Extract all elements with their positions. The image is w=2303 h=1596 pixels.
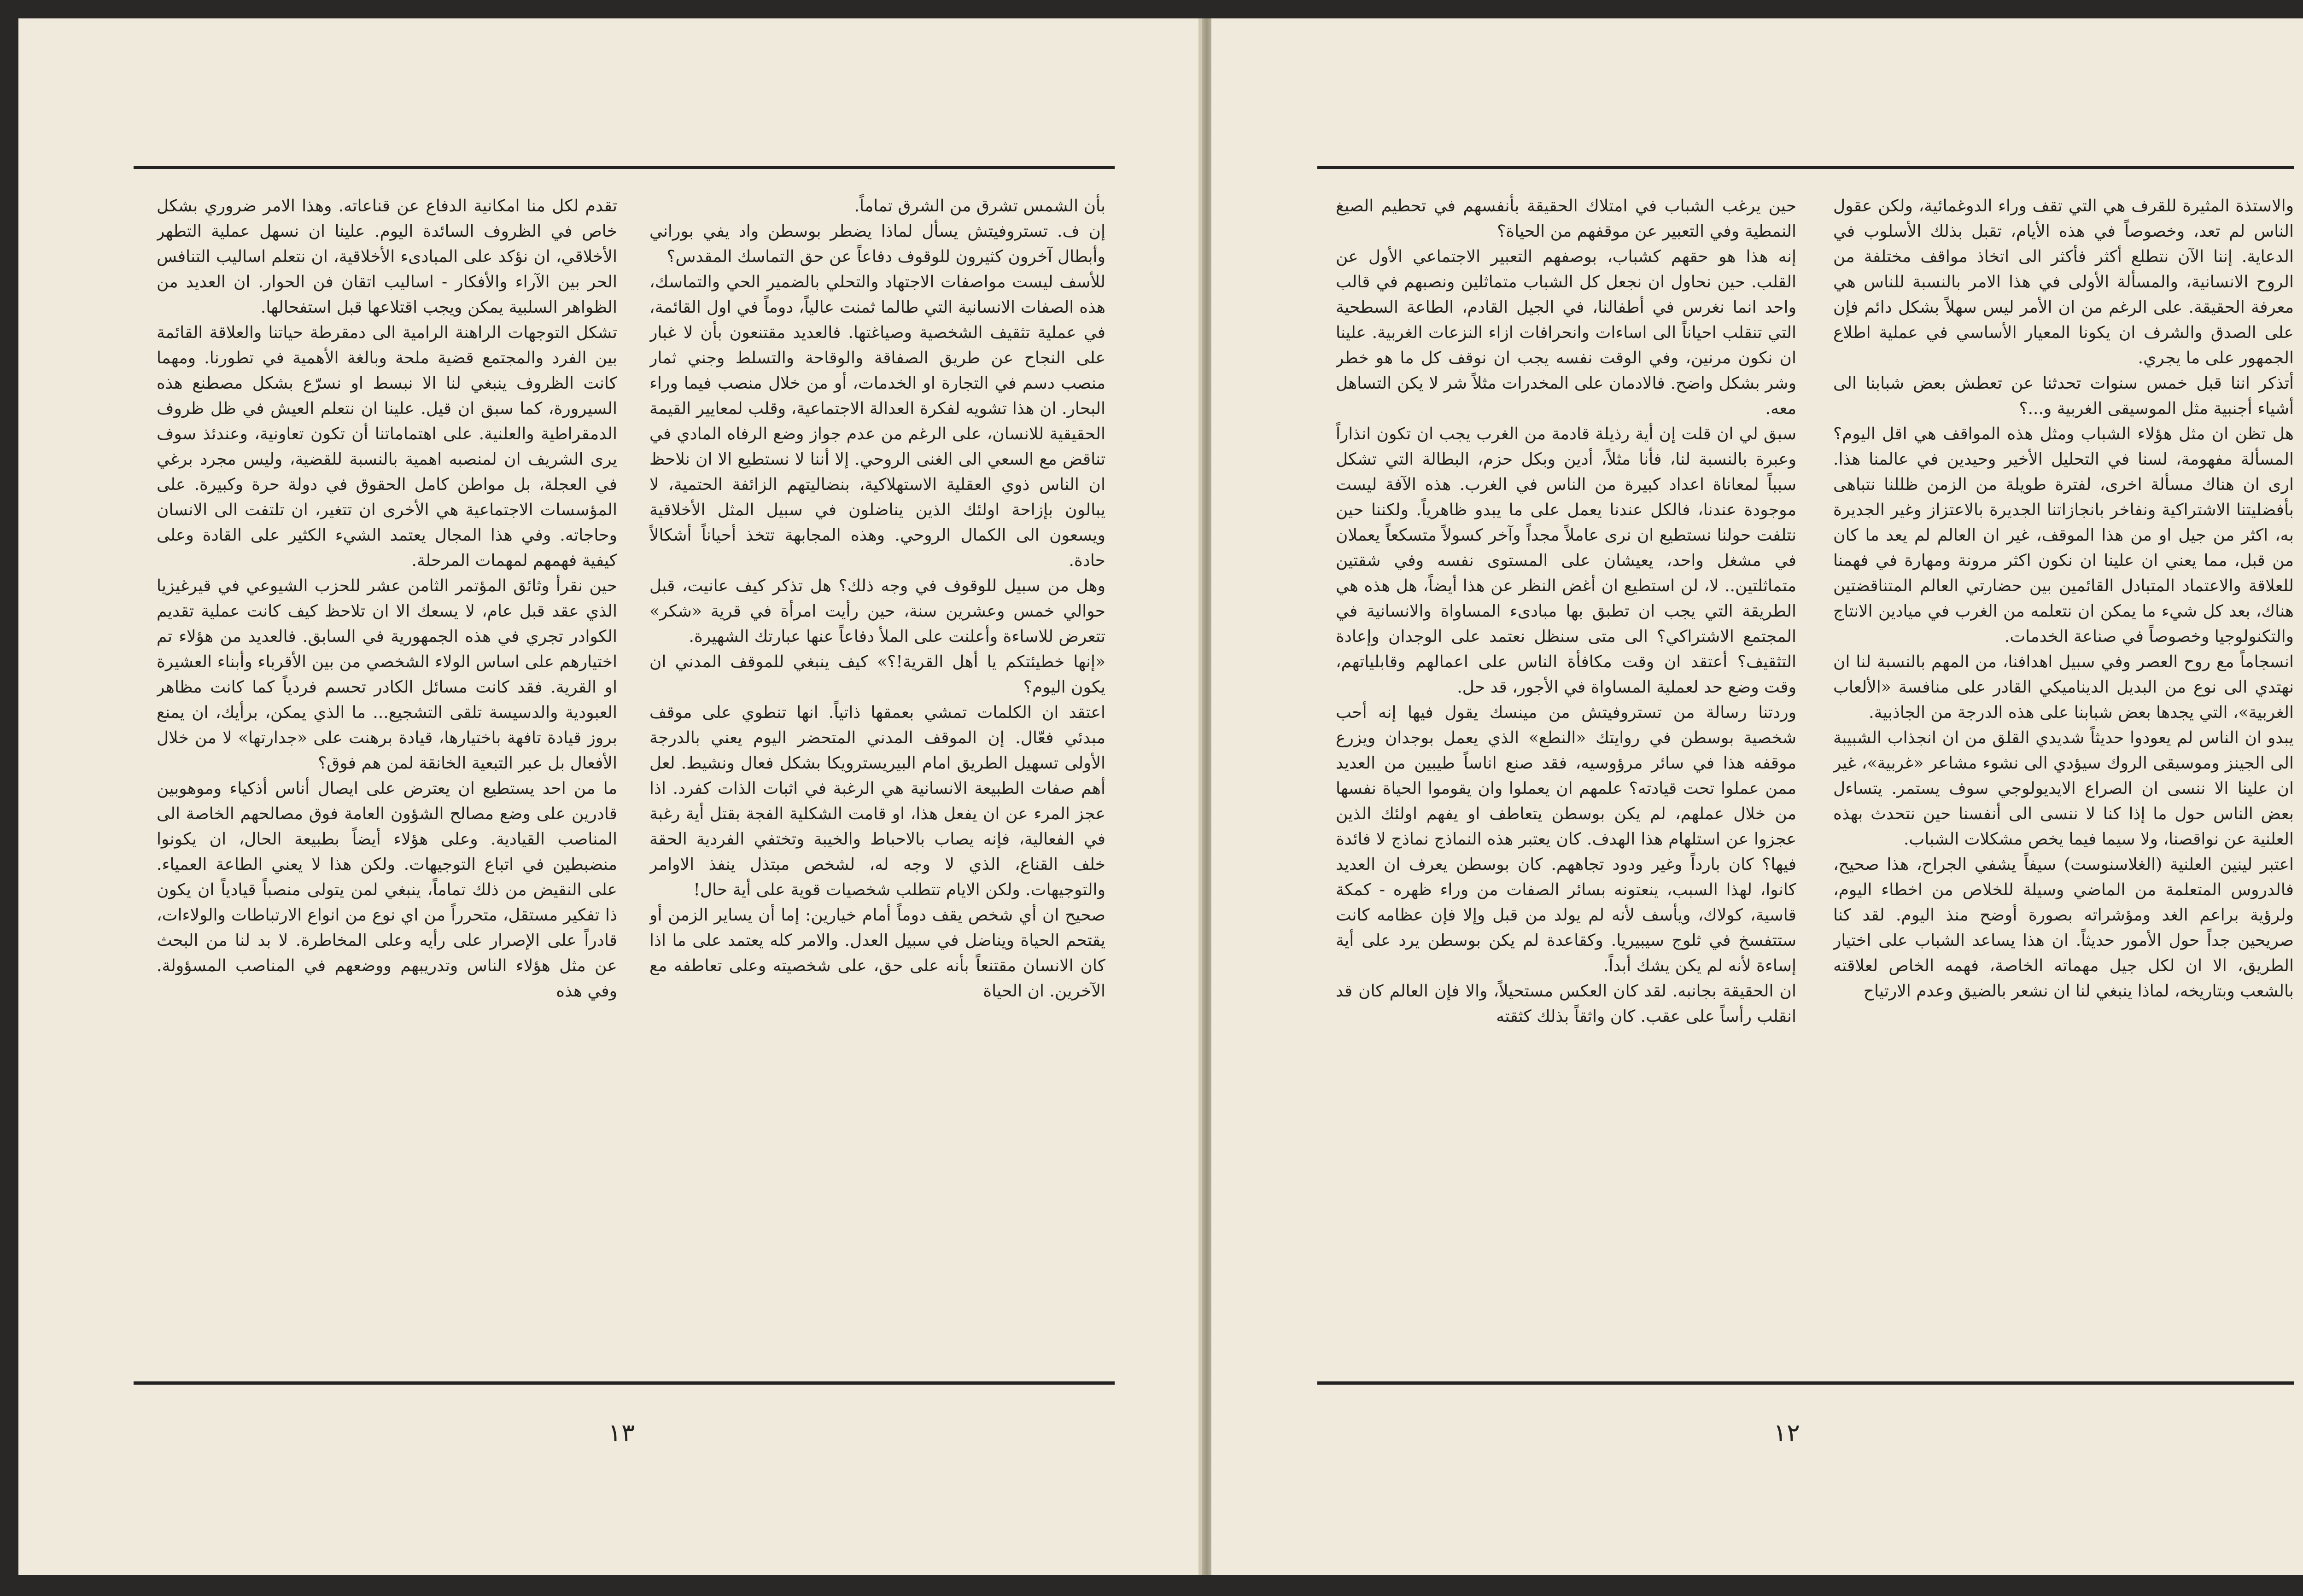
paragraph: بأن الشمس تشرق من الشرق تماماً. <box>854 197 1105 216</box>
paragraph: حين نقرأ وثائق المؤتمر الثامن عشر للحزب الشيوعي في قيرغيزيا الذي عقد قبل عام، لا يسعك الا ان تلاحظ كيف كانت عملية تقديم الكوادر تجري في هذه الجمهورية في السابق. فالعديد من هؤلاء تم اختيارهم على اساس الولاء الشخصي من بين الأقرباء وأبناء العشيرة او القرية. فقد كانت مسائل الكادر تحسم فردياً كما كانت مظاهر العبودية والدسيسة تلقى التشجيع... ما الذي يمكن، برأيك، ان يمنع بروز قيادة تافهة باختيارها، قيادة برهنت على «جدارتها» لا من خلال الأفعال بل عبر التبعية الخانقة لمن هم فوق؟ <box>157 577 617 773</box>
right-page-column-outer <box>1833 193 2294 1372</box>
paragraph: وردتنا رسالة من تستروفيتش من مينسك يقول فيها إنه أحب شخصية بوسطن في روايتك «النطع» الذي يعمل بوجدان ويزرع موقفه هذا في سائر مرؤوسيه، فقد صنع اناساً طيبين من العديد ممن عملوا تحت قيادته؟ علمهم ان يعملوا وان يقوموا الحياة نفسها من خلال عملهم، لم يكن بوسطن يتعاطف او يفهم اولئك الذين عجزوا عن استلهام هذا الهدف. كان يعتبر هذه النماذج نماذج لا فائدة فيها؟ كان بارداً وغير ودود تجاههم. كان بوسطن يعرف ان العديد كانوا، لهذا السبب، ينعتونه بسائر الصفات من وراء ظهره - كمكة قاسية، كولاك، ويأسف لأنه لم يولد من قبل وإلا فإن عظامه كانت ستتفسخ في ثلوج سيبيريا. وكقاعدة لم يكن بوسطن يرد على أية إساءة لأنه لم يكن يشك أبداً. <box>1336 703 1796 975</box>
paragraph: والاستذة المثيرة للقرف هي التي تقف وراء الدوغمائية، ولكن عقول الناس لم تعد، وخصوصاً في هذه الأيام، تقبل بذلك الأسلوب في الدعاية. إننا الآن نتطلع أكثر فأكثر الى اتخاذ مواقف مختلفة من الروح الانسانية، والمسألة الأولى في هذا الامر بالنسبة للناس هي معرفة الحقيقة. على الرغم من ان الأمر ليس سهلاً بشكل دائم فإن على الصدق والشرف ان يكونا المعيار الأساسي في عملية اطلاع الجمهور على ما يجري. <box>1833 197 2294 367</box>
right-page-column-inner <box>1336 193 1796 1372</box>
paragraph: اعتبر لينين العلنية (الغلاسنوست) سيفاً يشفي الجراح، هذا صحيح، فالدروس المتعلمة من الماضي وسيلة للخلاص من اخطاء اليوم، ولرؤية براعم الغد ومؤشراته بصورة أوضح منذ اليوم. لقد كنا صريحين جداً حول الأمور حديثاً. ان هذا يساعد الشباب على اختيار الطريق، الا ان لكل جيل مهماته الخاصة، فهمه الخاص لعلاقته بالشعب وبتاريخه، لماذا ينبغي لنا ان نشعر بالضيق وعدم الارتياح <box>1833 855 2294 1001</box>
paragraph: حين يرغب الشباب في امتلاك الحقيقة بأنفسهم في تحطيم الصيغ النمطية وفي التعبير عن موقفهم من الحياة؟ <box>1336 197 1796 241</box>
left-page <box>18 18 1202 1575</box>
paragraph: أتذكر اننا قبل خمس سنوات تحدثنا عن تعطش بعض شبابنا الى أشياء أجنبية مثل الموسيقى الغربية و...؟ <box>1833 374 2294 418</box>
paragraph: هل تظن ان مثل هؤلاء الشباب ومثل هذه المواقف هي اقل اليوم؟ المسألة مفهومة، لسنا في التحليل الأخير وحيدين في عالمنا هذا. ارى ان هناك مسألة اخرى، لفترة طويلة من الزمن ظللنا نتباهى بأفضليتنا الاشتراكية ونفاخر بانجازاتنا الجديرة بالاعتزاز وغير الجديرة به، اكثر من جيل او من هذا الموقف، غير ان العالم لم يعد ما كان من قبل، مما يعني ان علينا ان نكون اكثر مرونة ومهارة في فهمنا للعلاقة والاعتماد المتبادل القائمين بين حضارتي العالم المتناقضتين هناك، بعد كل شيء ما يمكن ان نتعلمه من الغرب في ميادين الانتاج والتكنولوجيا وخصوصاً في صناعة الخدمات. <box>1833 425 2294 646</box>
paragraph: إن ف. تستروفيتش يسأل لماذا يضطر بوسطن واد يفي بوراني وأبطال آخرون كثيرون للوقوف دفاعاً عن حق التماسك المقدس؟ <box>649 222 1105 266</box>
paragraph: ما من احد يستطيع ان يعترض على ايصال أناس أذكياء وموهوبين قادرين على وضع مصالح الشؤون العامة فوق مصالحهم الخاصة الى المناصب القيادية. وعلى هؤلاء أيضاً بطبيعة الحال، ان يكونوا منضبطين في اتباع التوجيهات. ولكن هذا لا يعني الطاعة العمياء. على النقيض من ذلك تماماً، ينبغي لمن يتولى منصباً قيادياً ان يكون ذا تفكير مستقل، متحرراً من اي نوع من انواع الارتباطات والولاءات، قادراً على الإصرار على رأيه وعلى المخاطرة. لا بد لنا من البحث عن مثل هؤلاء الناس وتدريبهم ووضعهم في المناصب المسؤولة. وفي هذه <box>157 779 617 1001</box>
paragraph: تقدم لكل منا امكانية الدفاع عن قناعاته. وهذا الامر ضروري بشكل خاص في الظروف السائدة اليوم. علينا ان نسهل عملية التطهر الأخلاقي، ان نؤكد على المبادىء الأخلاقية، ان نتعلم اساليب التنافس الحر بين الآراء والأفكار - اساليب اتقان فن الحوار. ان العديد من الظواهر السلبية يمكن ويجب اقتلاعها قبل استفحالها. <box>157 197 617 317</box>
paragraph: للأسف ليست مواصفات الاجتهاد والتحلي بالضمير الحي والتماسك، هذه الصفات الانسانية التي طالما ثمنت عالياً، دوماً في اول القائمة، في عملية تثقيف الشخصية وصياغتها. فالعديد مقتنعون بأن لا غبار على النجاح عن طريق الصفاقة والوقاحة والتسلط وجني ثمار منصب دسم في التجارة او الخدمات، أو من خلال منصب فيما وراء البحار. ان هذا تشويه لفكرة العدالة الاجتماعية، وقلب لمعايير القيمة الحقيقية للانسان، على الرغم من عدم جواز وضع الرفاه المادي في تناقض مع السعي الى الغنى الروحي. إلا أننا لا نستطيع الا ان نلاحظ ان الناس ذوي العقلية الاستهلاكية، بنضاليتهم الزائفة الحتمية، لا يبالون بإزاحة اولئك الذين يناضلون في سبيل المثل الأخلاقية ويسعون الى الكمال الروحي. وهذه المجابهة تتخذ أحياناً أشكالاً حادة. <box>649 273 1105 570</box>
paragraph: سبق لي ان قلت إن أية رذيلة قادمة من الغرب يجب ان تكون انذاراً وعبرة بالنسبة لنا، فأنا مثلاً، أدين وبكل حزم، البطالة التي تشكل سبباً لمعاناة اعداد كبيرة من الناس في الغرب. هذه الآفة ليست موجودة عندنا، فالكل عندنا يعمل على ما يبدو ظاهرياً. ولكننا حين نتلفت حولنا نستطيع ان نرى عاملاً مجداً وآخر كسولاً متسكعاً يعملان في مشغل واحد، يعيشان على المستوى نفسه وفي شقتين متماثلتين.. لا، لن استطيع ان أغض النظر عن هذا أيضاً، هل هذه هي الطريقة التي يجب ان تطبق بها مبادىء المساواة والانسانية في المجتمع الاشتراكي؟ الى متى سنظل نعتمد على الوجدان وإعادة التثقيف؟ أعتقد ان وقت مكافأة الناس على اعمالهم وقابلياتهم، وقت وضع حد لعملية المساواة في الأجور، قد حل. <box>1336 425 1796 697</box>
left-page-column-inner <box>649 193 1105 1372</box>
left-page-column-outer <box>157 193 617 1372</box>
paragraph: ان الحقيقة بجانبه. لقد كان العكس مستحيلاً، والا فإن العالم كان قد انقلب رأساً على عقب. كان واثقاً بذلك كثقته <box>1336 982 1796 1026</box>
paragraph: يبدو ان الناس لم يعودوا حديثاً شديدي القلق من ان انجذاب الشبيبة الى الجينز وموسيقى الروك سيؤدي الى نشوء مشاعر «غربية»، غير ان علينا الا ننسى ان الصراع الايديولوجي سوف يستمر. يتساءل بعض الناس حول ما إذا كنا لا ننسى الى أنفسنا حين نتحدث بهذه العلنية عن نواقصنا، ولا سيما فيما يخص مشكلات الشباب. <box>1833 728 2294 849</box>
paragraph: تشكل التوجهات الراهنة الرامية الى دمقرطة حياتنا والعلاقة القائمة بين الفرد والمجتمع قضية ملحة وبالغة الأهمية في تطورنا. ومهما كانت الظروف ينبغي لنا الا نبسط او نسرّع بشكل مصطنع هذه السيرورة، كما سبق ان قيل. علينا ان نتعلم العيش في ظل ظروف الدمقراطية والعلنية. على اهتماماتنا أن تكون تعاونية، وعندئذ سوف يرى الشريف ان لمنصبه اهمية بالنسبة للقضية، وليس مجرد برغي في العجلة، بل مواطن كامل الحقوق في دولة حرة وكبيرة. على المؤسسات الاجتماعية هي الأخرى ان تتغير، ان تلتفت الى الانسان وحاجاته. وفي هذا المجال يعتمد الشيء الكثير على القادة وعلى كيفية فهمهم لمهمات المرحلة. <box>157 323 617 570</box>
right-page <box>1211 18 2303 1575</box>
paragraph: انسجاماً مع روح العصر وفي سبيل اهدافنا، من المهم بالنسبة لنا ان نهتدي الى نوع من البديل الديناميكي القادر على منافسة «الألعاب الغربية»، التي يجدها بعض شبابنا على هذه الدرجة من الجاذبية. <box>1833 652 2294 722</box>
book-spread <box>18 18 2303 1575</box>
paragraph: وهل من سبيل للوقوف في وجه ذلك؟ هل تذكر كيف عانيت، قبل حوالي خمس وعشرين سنة، حين رأيت امرأة في قرية «شكر» تتعرض للاساءة وأعلنت على الملأ دفاعاً عنها عبارتك الشهيرة. <box>649 577 1105 646</box>
page-number: ١٣ <box>608 1418 635 1447</box>
bottom-rule <box>1317 1381 2294 1385</box>
page-number: ١٢ <box>1773 1418 1800 1447</box>
paragraph: صحيح ان أي شخص يقف دوماً أمام خيارين: إما أن يساير الزمن أو يقتحم الحياة ويناضل في سبيل العدل. والامر كله يعتمد على ما اذا كان الانسان مقتنعاً بأنه على حق، على شخصيته وعلى تعاطفه مع الآخرين. ان الحياة <box>649 906 1105 1001</box>
paragraph: إنه هذا هو حقهم كشباب، بوصفهم التعبير الاجتماعي الأول عن القلب. حين نحاول ان نجعل كل الشباب متماثلين ونصبهم في قالب واحد انما نغرس في أطفالنا، في الجيل القادم، الطاعة السطحية التي تنقلب احياناً الى اساءات وانحرافات ازاء النزعات الغربية. علينا ان نكون مرنين، وفي الوقت نفسه يجب ان نوقف كل ما هو خطر وشر بشكل واضح. فالادمان على المخدرات مثلاً شر لا يكن التساهل معه. <box>1336 247 1796 418</box>
top-rule <box>1317 166 2294 169</box>
bottom-rule <box>134 1381 1115 1385</box>
top-rule <box>134 166 1115 169</box>
paragraph: اعتقد ان الكلمات تمشي بعمقها ذاتياً. انها تنطوي على موقف مبدئي فعّال. إن الموقف المدني المتحضر اليوم يعني بالدرجة الأولى تسهيل الطريق امام البيريسترويكا بشكل فعال ونشيط. لعل أهم صفات الطبيعة الانسانية هي الرغبة في اثبات الذات كفرد. اذا عجز المرء عن ان يفعل هذا، او قامت الشكلية الفجة بقتل أية رغبة في الفعالية، فإنه يصاب بالاحباط والخيبة وتختفي الفردية الحقة خلف القناع، الذي لا وجه له، لشخص مبتذل ينفذ الاوامر والتوجيهات. ولكن الايام تتطلب شخصيات قوية على أية حال! <box>649 703 1105 899</box>
paragraph: «إنها خطيئتكم يا أهل القرية!؟» كيف ينبغي للموقف المدني ان يكون اليوم؟ <box>649 652 1105 697</box>
